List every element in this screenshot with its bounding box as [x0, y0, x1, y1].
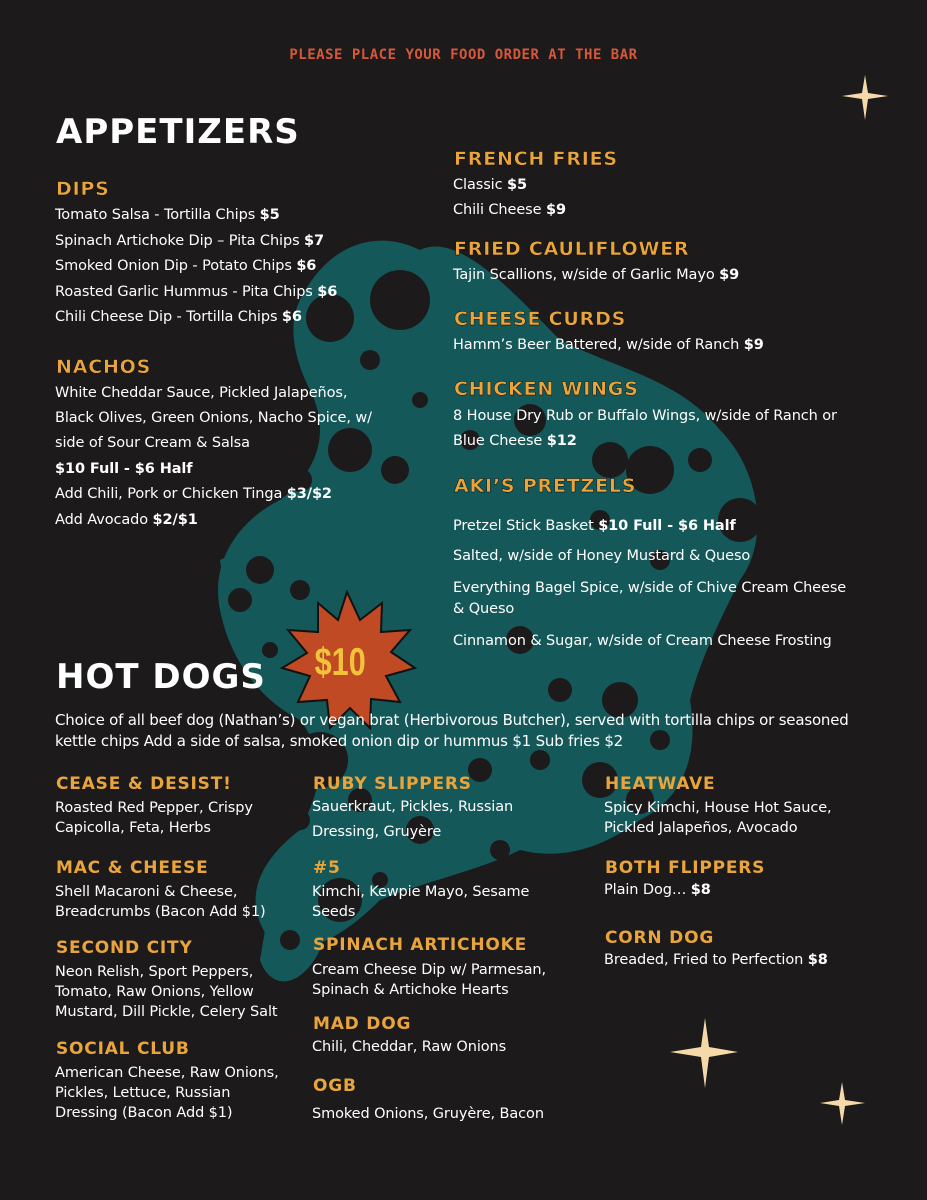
spinach-artichoke-heading: SPINACH ARTICHOKE: [313, 935, 527, 955]
wings-desc-line: Blue Cheese $12: [453, 433, 577, 449]
social-club-heading: SOCIAL CLUB: [56, 1039, 190, 1059]
ruby-slippers-desc-line: Dressing, Gruyère: [312, 824, 442, 840]
pretzel-option: Everything Bagel Spice, w/side of Chive Cream Cheese: [453, 580, 847, 596]
cease-desist-heading: CEASE & DESIST!: [56, 774, 232, 794]
french-fries-heading: FRENCH FRIES: [454, 148, 618, 170]
mac-cheese-desc: Shell Macaroni & Cheese, Breadcrumbs (Bacon Add $1): [55, 884, 266, 920]
ogb-desc: Smoked Onions, Gruyère, Bacon: [312, 1106, 544, 1122]
nachos-addon: Add Chili, Pork or Chicken Tinga $3/$2: [55, 486, 332, 502]
dips-item: Roasted Garlic Hummus - Pita Chips $6: [55, 284, 338, 300]
corn-dog-heading: CORN DOG: [605, 928, 715, 948]
hot-dogs-title: HOT DOGS: [56, 657, 266, 697]
cheese-curds-item: Hamm’s Beer Battered, w/side of Ranch $9: [453, 337, 764, 353]
nachos-heading: NACHOS: [56, 356, 152, 378]
appetizers-title: APPETIZERS: [56, 112, 300, 152]
both-flippers-desc: Plain Dog… $8: [604, 882, 711, 898]
ruby-slippers-desc-line: Sauerkraut, Pickles, Russian: [312, 799, 514, 815]
cheese-curds-heading: CHEESE CURDS: [454, 308, 627, 330]
cease-desist-desc: Roasted Red Pepper, Crispy Capicolla, Feta, Herbs: [55, 800, 253, 836]
pretzel-option: & Queso: [453, 601, 515, 617]
spinach-artichoke-desc: Cream Cheese Dip w/ Parmesan, Spinach & Artichoke Hearts: [312, 962, 546, 998]
both-flippers-heading: BOTH FLIPPERS: [605, 858, 766, 878]
ogb-heading: OGB: [313, 1076, 357, 1096]
pretzel-option: Cinnamon & Sugar, w/side of Cream Cheese Frosting: [453, 633, 832, 649]
nachos-desc-line: side of Sour Cream & Salsa: [55, 435, 250, 451]
mad-dog-desc: Chili, Cheddar, Raw Onions: [312, 1039, 507, 1055]
dips-item: Tomato Salsa - Tortilla Chips $5: [55, 207, 280, 223]
nachos-addon: Add Avocado $2/$1: [55, 512, 198, 528]
social-club-desc: American Cheese, Raw Onions, Pickles, Lettuce, Russian Dressing (Bacon Add $1): [55, 1065, 279, 1121]
nachos-desc-line: White Cheddar Sauce, Pickled Jalapeños,: [55, 385, 348, 401]
order-notice: PLEASE PLACE YOUR FOOD ORDER AT THE BAR: [289, 47, 638, 63]
fries-item: Chili Cheese $9: [453, 202, 566, 218]
fries-item: Classic $5: [453, 177, 527, 193]
heatwave-desc: Spicy Kimchi, House Hot Sauce, Pickled Jalapeños, Avocado: [604, 800, 832, 836]
mac-cheese-heading: MAC & CHEESE: [56, 858, 209, 878]
ruby-slippers-heading: RUBY SLIPPERS: [313, 774, 472, 794]
second-city-heading: SECOND CITY: [56, 938, 193, 958]
chicken-wings-heading: CHICKEN WINGS: [454, 378, 639, 400]
mad-dog-heading: MAD DOG: [313, 1014, 412, 1034]
hot-dogs-intro-line: kettle chips Add a side of salsa, smoked onion dip or hummus $1 Sub fries $2: [55, 732, 624, 750]
hot-dogs-intro-line: Choice of all beef dog (Nathan’s) or vegan brat (Herbivorous Butcher), served with tortilla chips or seasoned: [55, 711, 849, 729]
nachos-price: $10 Full - $6 Half: [55, 461, 193, 477]
wings-desc-line: 8 House Dry Rub or Buffalo Wings, w/side of Ranch or: [453, 408, 837, 424]
pretzel-option: Salted, w/side of Honey Mustard & Queso: [453, 548, 751, 564]
dips-item: Chili Cheese Dip - Tortilla Chips $6: [55, 309, 302, 325]
dips-heading: DIPS: [56, 178, 110, 200]
cauliflower-item: Tajin Scallions, w/side of Garlic Mayo $9: [453, 267, 740, 283]
badge-price: $10: [314, 640, 366, 684]
dips-item: Spinach Artichoke Dip – Pita Chips $7: [55, 233, 325, 249]
dips-item: Smoked Onion Dip - Potato Chips $6: [55, 258, 317, 274]
fried-cauliflower-heading: FRIED CAULIFLOWER: [454, 238, 690, 260]
second-city-desc: Neon Relish, Sport Peppers, Tomato, Raw Onions, Yellow Mustard, Dill Pickle, Celery Salt: [55, 964, 278, 1020]
number-5-desc: Kimchi, Kewpie Mayo, Sesame Seeds: [312, 884, 530, 920]
nachos-desc-line: Black Olives, Green Onions, Nacho Spice, w/: [55, 410, 372, 426]
pretzels-heading: AKI’S PRETZELS: [454, 475, 637, 497]
pretzel-basket: Pretzel Stick Basket $10 Full - $6 Half: [453, 518, 736, 534]
corn-dog-desc: Breaded, Fried to Perfection $8: [604, 952, 828, 968]
heatwave-heading: HEATWAVE: [605, 774, 716, 794]
number-5-heading: #5: [313, 858, 341, 878]
